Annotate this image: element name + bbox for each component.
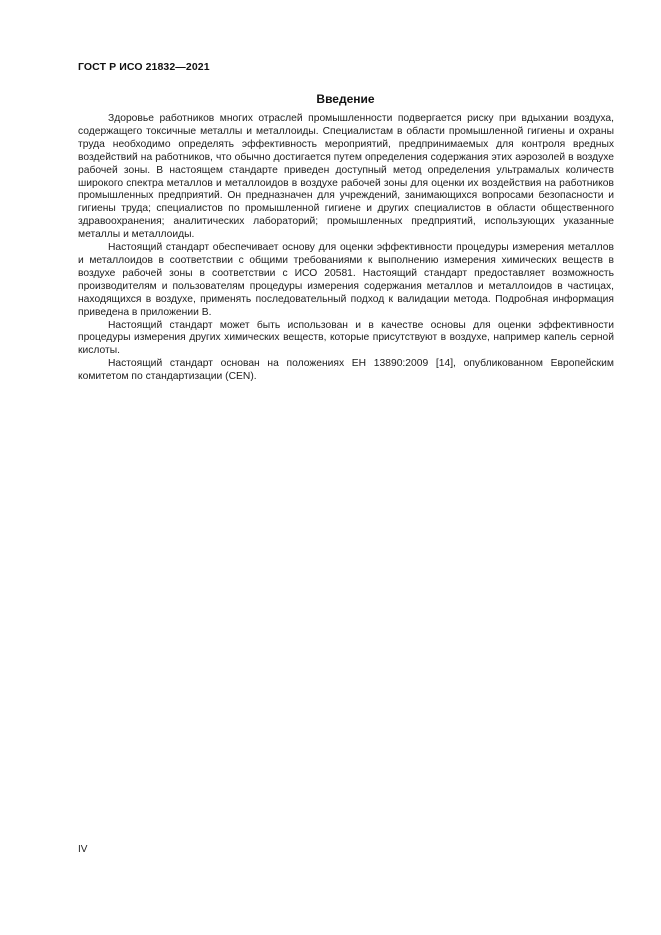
paragraph: Здоровье работников многих отраслей промышленности подвергается риску при вдыхании воздуха, содержащего токсичные металлы и металлоиды. Специалистам в области промышленной гигиены и охраны труда необходимо определять эффективность мероприятий, предпринимаемых для контроля вредных воздействий на работников, что обычно достигается путем определения содержания этих аэрозолей в воздухе рабочей зоны. В настоящем стандарте приведен доступный метод определения ультрамалых количеств широкого спектра металлов и металлоидов в воздухе рабочей зоны для оценки их воздействия на работников промышленных предприятий. Он предназначен для учреждений, занимающихся вопросами безопасности и гигиены труда; специалистов по промышленной гигиене и других специалистов в области общественного здравоохранения; аналитических лабораторий; промышленных предприятий, использующих указанные металлы и металлоиды. bbox=[78, 113, 614, 241]
paragraph: Настоящий стандарт может быть использован и в качестве основы для оценки эффективности процедуры измерения других химических веществ, которые присутствуют в воздухе, например капель серной кислоты. bbox=[78, 319, 614, 357]
paragraph: Настоящий стандарт обеспечивает основу для оценки эффективности процедуры измерения металлов и металлоидов в соответствии с общими требованиями к выполнению измерения химических веществ в воздухе рабочей зоны в соответствии с ИСО 20581. Настоящий стандарт предоставляет возможность производителям и пользователям процедуры измерения содержания металлов и металлоидов в частицах, находящихся в воздухе, применять последовательный подход к валидации метода. Подробная информация приведена в приложении В. bbox=[78, 242, 614, 318]
page-number: IV bbox=[78, 844, 88, 855]
section-title: Введение bbox=[316, 92, 375, 106]
paragraph: Настоящий стандарт основан на положениях ЕН 13890:2009 [14], опубликованном Европейским комитетом по стандартизации (CEN). bbox=[78, 358, 614, 383]
document-header: ГОСТ Р ИСО 21832—2021 bbox=[78, 61, 210, 73]
body-text bbox=[78, 113, 614, 384]
